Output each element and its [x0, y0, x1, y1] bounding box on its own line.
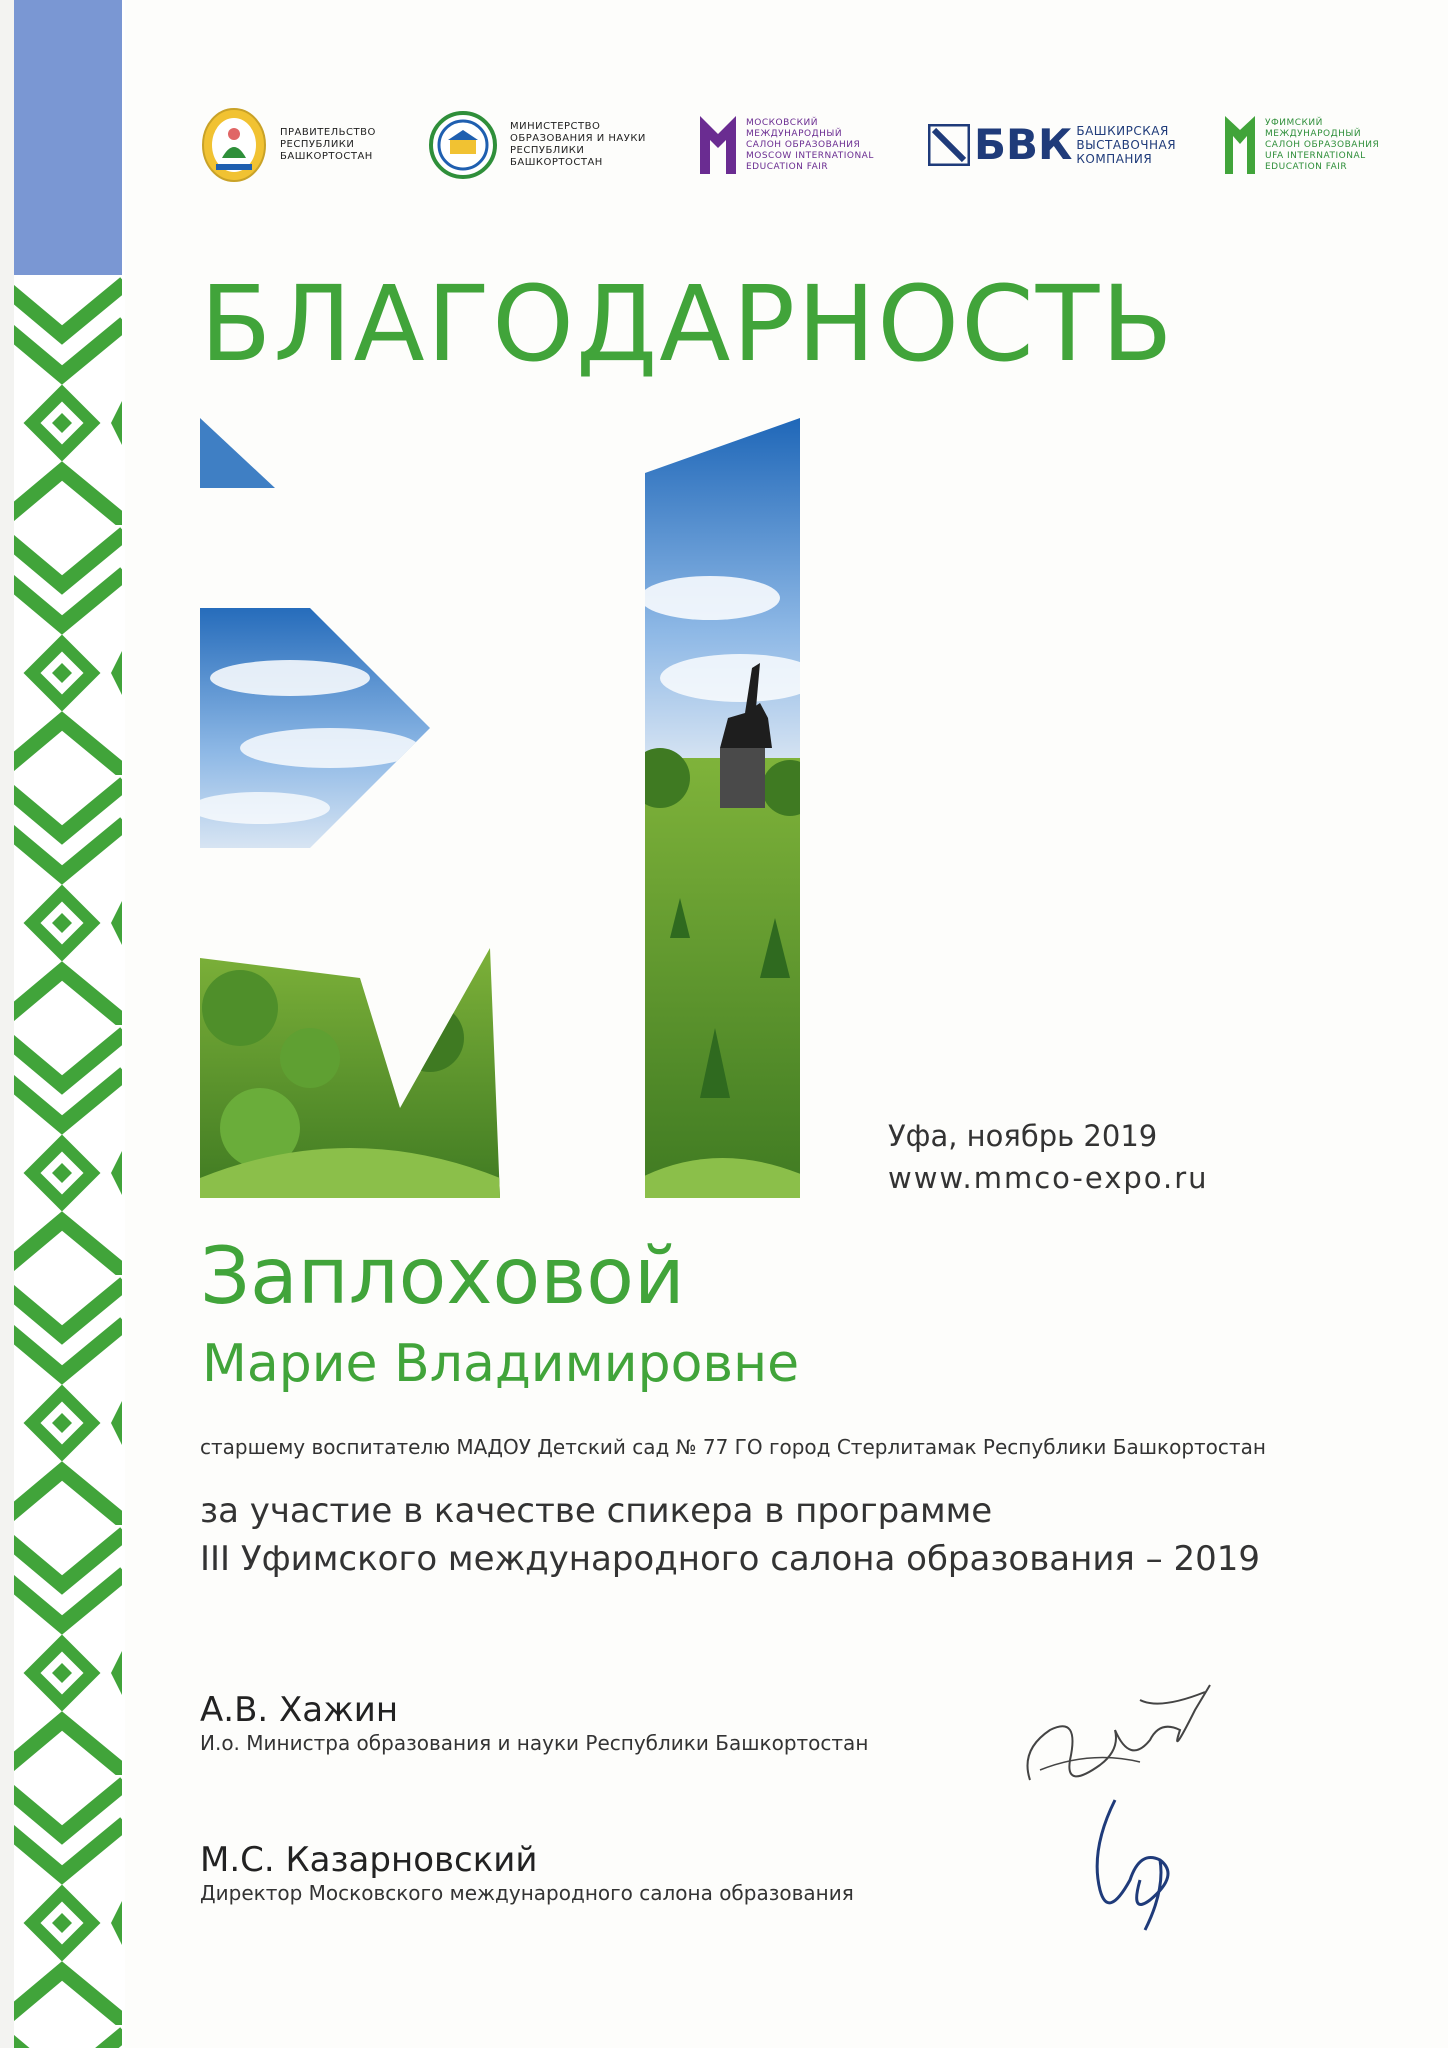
- logo-government-line-2: РЕСПУБЛИКИ: [280, 139, 355, 150]
- recipient-first-names: Марие Владимировне: [202, 1334, 800, 1394]
- logo-government-line-1: ПРАВИТЕЛЬСТВО: [280, 127, 376, 138]
- logo-bvk-line-1: БАШКИРСКАЯ: [1076, 124, 1169, 138]
- website-url: www.mmco-expo.ru: [888, 1161, 1209, 1195]
- recipient-last-name: Заплоховой: [200, 1232, 685, 1322]
- logo-ufa-line-4: UFA INTERNATIONAL: [1265, 150, 1366, 161]
- certificate-title: БЛАГОДАРНОСТЬ: [200, 263, 1175, 385]
- logo-mmco-line-4: MOSCOW INTERNATIONAL: [746, 150, 874, 161]
- signer-2: [200, 1840, 854, 1906]
- logo-ministry-line-4: БАШКОРТОСТАН: [510, 157, 603, 168]
- signer-1-role: И.о. Министра образования и науки Республики Башкортостан: [200, 1731, 869, 1755]
- reason-line-2: III Уфимского международного салона образования – 2019: [200, 1539, 1261, 1579]
- ornament-border: [0, 0, 125, 2048]
- logo-ministry-line-2: ОБРАЗОВАНИЯ И НАУКИ: [510, 133, 646, 144]
- logo-bvk-line-3: КОМПАНИЯ: [1076, 152, 1153, 166]
- bashkortostan-emblem-icon: [200, 106, 268, 184]
- mmco-m-icon: [700, 116, 736, 174]
- logo-mmco-line-2: МЕЖДУНАРОДНЫЙ: [746, 128, 843, 139]
- logo-ministry: [428, 100, 646, 190]
- logo-mmco-line-5: EDUCATION FAIR: [746, 161, 829, 172]
- logo-ufa-line-1: УФИМСКИЙ: [1265, 117, 1323, 128]
- signature-2: [1070, 1790, 1200, 1940]
- award-reason: [200, 1487, 1260, 1583]
- signer-2-name: М.С. Казарновский: [200, 1840, 538, 1880]
- logo-ufa-fair: [1225, 100, 1379, 190]
- bvk-mark: БВК: [974, 120, 1073, 169]
- signer-1-name: А.В. Хажин: [200, 1690, 399, 1730]
- logos-row: [200, 100, 1400, 190]
- logo-mmco-line-1: МОСКОВСКИЙ: [746, 117, 818, 128]
- logo-government: [200, 100, 376, 190]
- bvk-diagonal-icon: [928, 124, 970, 166]
- logo-ufa-line-2: МЕЖДУНАРОДНЫЙ: [1265, 128, 1362, 139]
- signer-1: [200, 1690, 868, 1756]
- logo-mmco-line-3: САЛОН ОБРАЗОВАНИЯ: [746, 139, 861, 150]
- sky-triangle: [200, 418, 275, 488]
- ministry-seal-icon: [428, 110, 498, 180]
- ufa-fair-mark-icon: [1225, 116, 1255, 174]
- logo-bvk: [928, 100, 1176, 190]
- city-date: Уфа, ноябрь 2019: [888, 1119, 1158, 1153]
- signature-1: [1010, 1670, 1230, 1810]
- logo-government-line-3: БАШКОРТОСТАН: [280, 151, 373, 162]
- signer-2-role: Директор Московского международного салона образования: [200, 1881, 854, 1905]
- reason-line-1: за участие в качестве спикера в программе: [200, 1491, 993, 1531]
- logo-ministry-line-3: РЕСПУБЛИКИ: [510, 145, 585, 156]
- photo-m-composition: [200, 418, 800, 1198]
- recipient-position: старшему воспитателю МАДОУ Детский сад № 77 ГО город Стерлитамак Республики Башкортостан: [200, 1435, 1266, 1459]
- logo-bvk-line-2: ВЫСТАВОЧНАЯ: [1076, 138, 1177, 152]
- logo-ministry-line-1: МИНИСТЕРСТВО: [510, 121, 601, 132]
- logo-ufa-line-3: САЛОН ОБРАЗОВАНИЯ: [1265, 139, 1380, 150]
- place-block: [888, 1115, 1209, 1199]
- logo-ufa-line-5: EDUCATION FAIR: [1265, 161, 1348, 172]
- monument-pedestal: [720, 748, 765, 808]
- logo-mmco: [700, 100, 874, 190]
